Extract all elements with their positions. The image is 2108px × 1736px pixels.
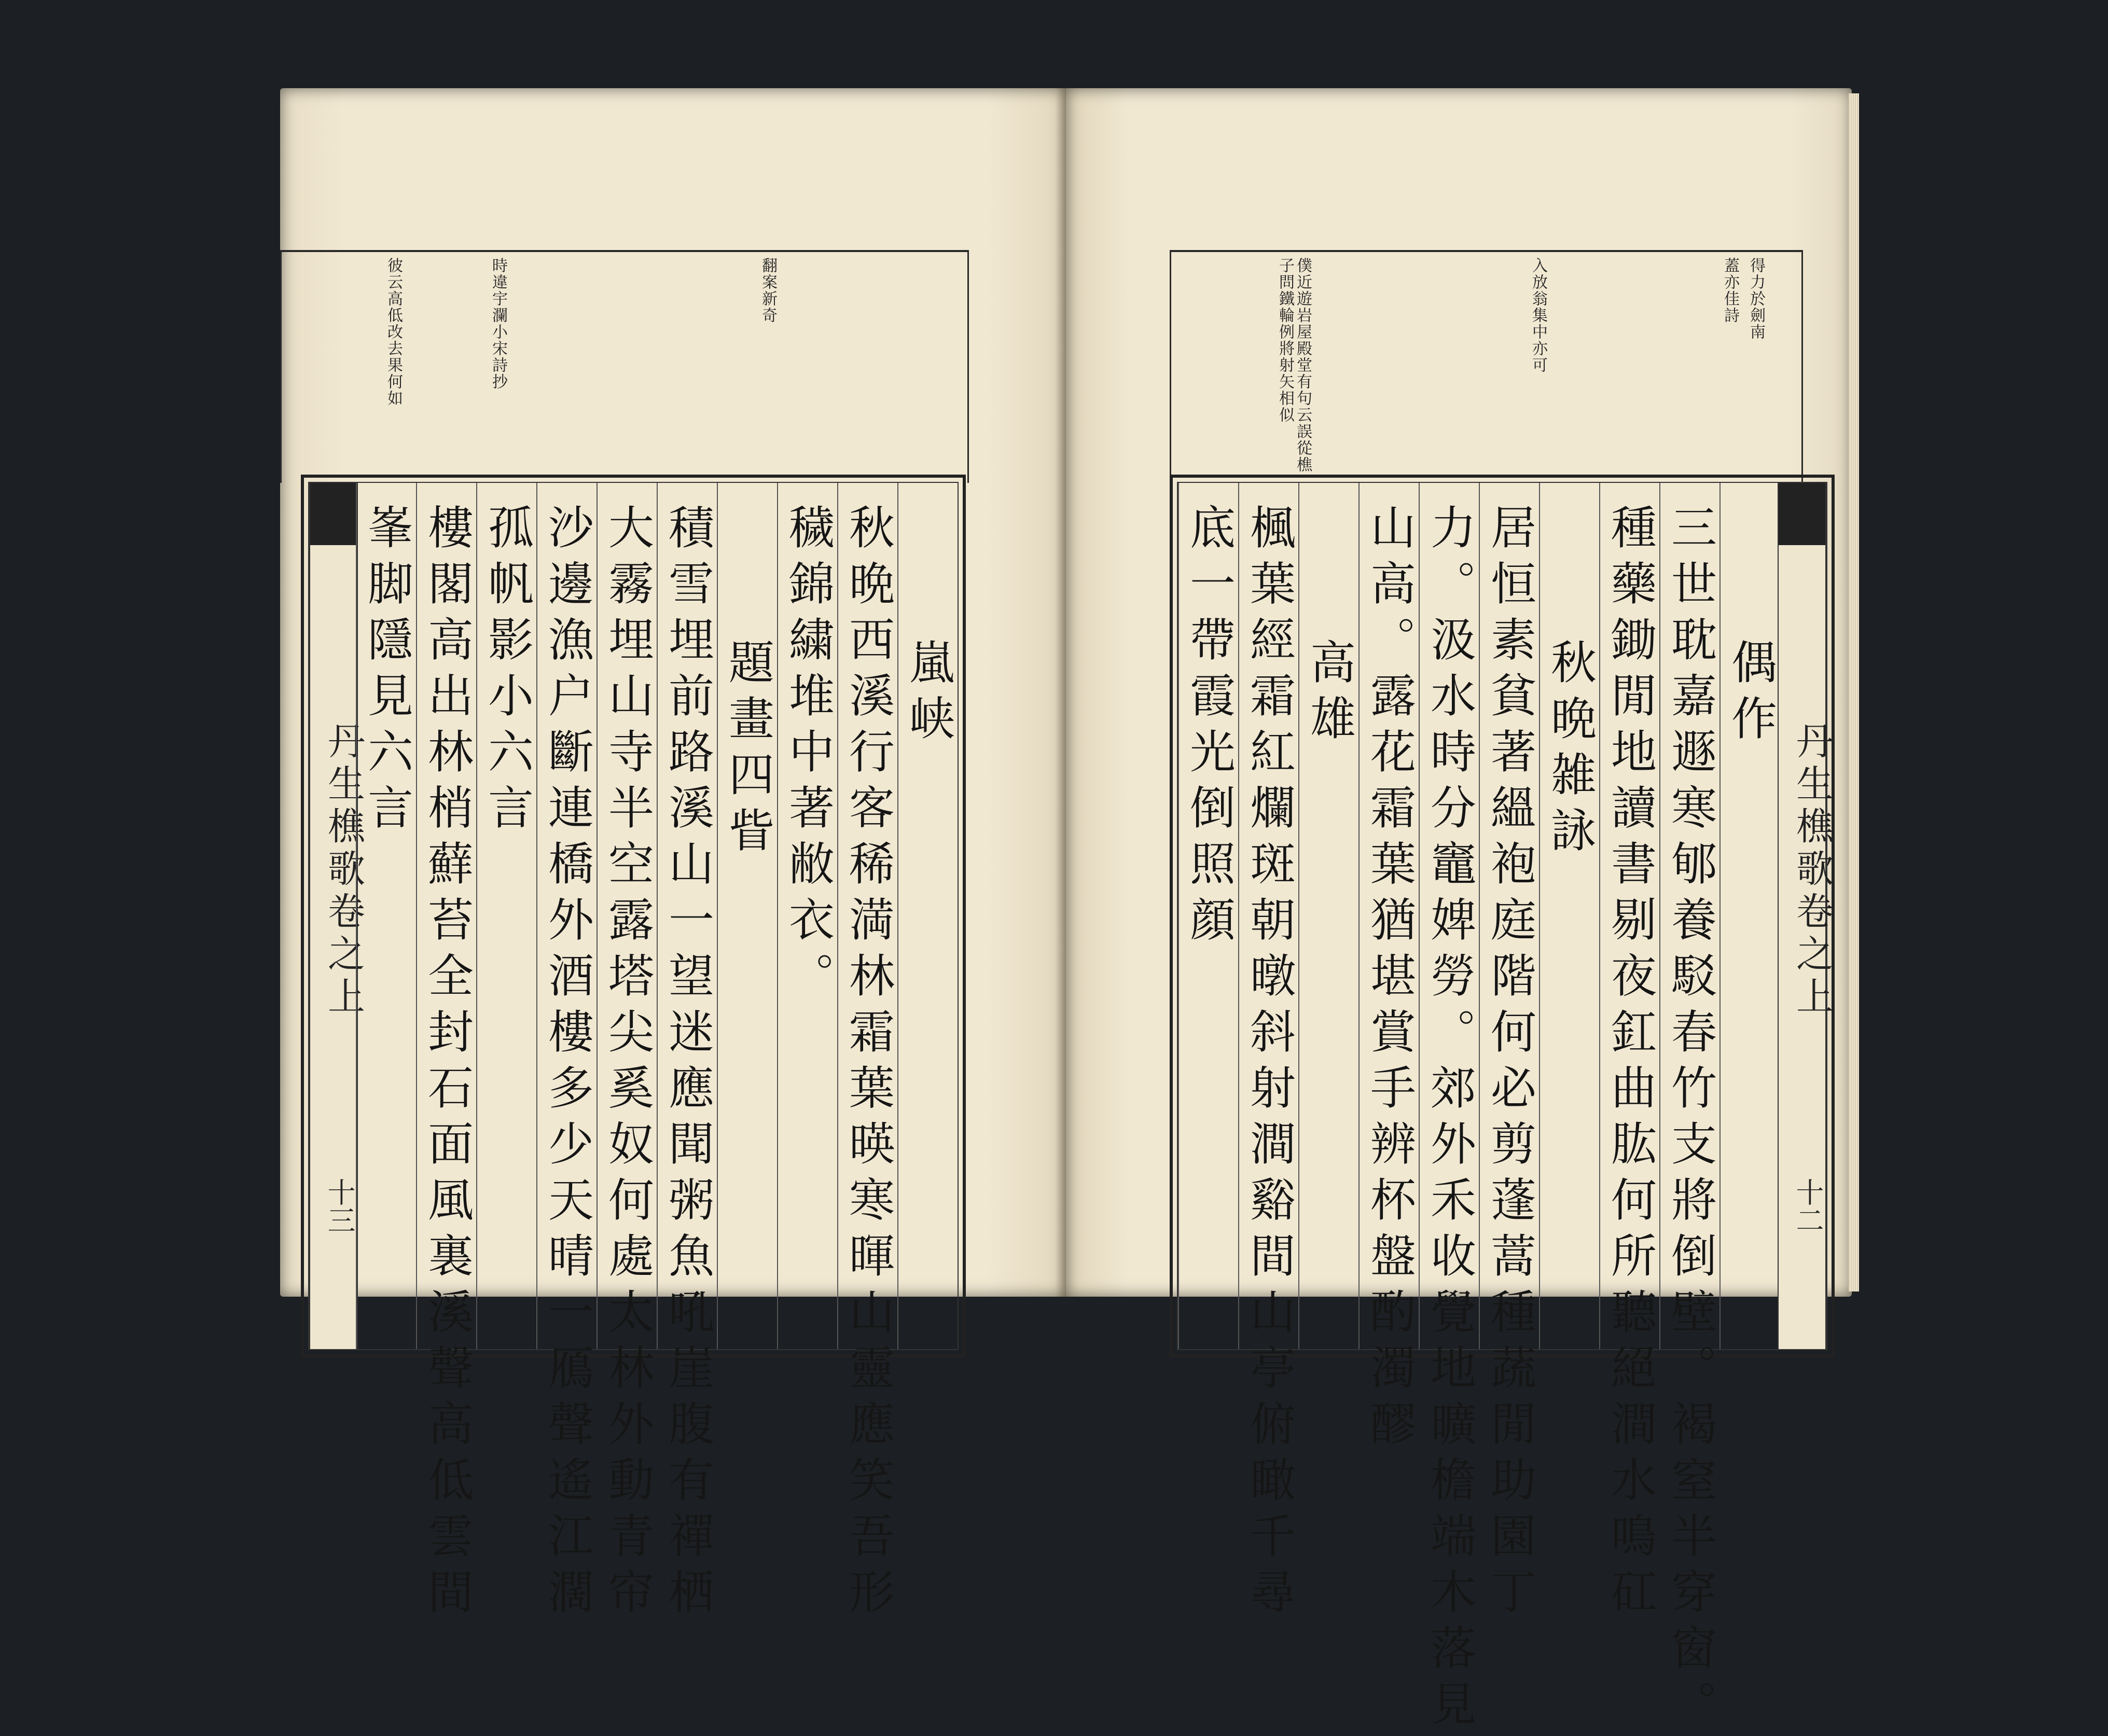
left-text-frame	[301, 475, 966, 1624]
right-column	[1238, 483, 1298, 1624]
right-columns	[1177, 482, 1834, 1736]
open-book	[280, 88, 1852, 1736]
left-note-1: 翻案新奇	[759, 257, 777, 324]
left-column-text: 孤帆影小六言	[481, 504, 534, 840]
right-text-frame	[1170, 475, 1835, 1736]
left-column-text: 嵐峡	[902, 638, 955, 751]
fish-tail-top-right	[1779, 483, 1825, 545]
right-column-text: 底一帶霞光倒照顔	[1183, 504, 1236, 952]
left-column-text: 大霧埋山寺半空露塔尖奚奴何處太林外動青帘	[601, 504, 655, 1624]
left-column-text: 沙邊漁户斷連橋外酒樓多少天晴一鴈聲遙江濶	[541, 504, 594, 1624]
right-note-1: 得力於劍南	[1747, 257, 1765, 340]
right-column	[1479, 483, 1539, 1624]
left-column	[416, 483, 476, 1624]
right-notes-band	[1170, 250, 1803, 483]
right-column-text: 山高。露花霜葉猶堪賞手辨杯盤酌濁醪	[1363, 504, 1417, 1456]
right-column	[1298, 483, 1358, 1349]
left-page	[280, 88, 1066, 1624]
right-page	[1066, 88, 1852, 1736]
left-column	[536, 483, 597, 1624]
left-column	[717, 483, 777, 1349]
left-spine	[309, 483, 365, 1349]
left-page-number: 十三	[323, 1178, 356, 1234]
right-column	[1178, 483, 1238, 1349]
right-column	[1358, 483, 1419, 1456]
right-column	[1539, 483, 1599, 1349]
left-columns	[308, 482, 959, 1624]
right-page-number: 十二	[1792, 1178, 1824, 1234]
left-column	[837, 483, 897, 1624]
page-edges	[1849, 93, 1859, 1291]
left-column	[597, 483, 657, 1624]
fish-tail-top	[310, 483, 357, 545]
right-column-text: 秋晩雑詠	[1544, 638, 1597, 863]
left-column	[356, 483, 416, 1349]
left-spine-label: 丹生樵歌卷之上	[322, 721, 365, 1019]
left-column-text: 樓閣高出林梢蘚苔全封石面風裏溪聲高低雲間	[421, 504, 474, 1624]
left-note-2: 時違宇瀾小宋詩抄	[489, 257, 507, 390]
right-column-text: 三世耽嘉遯寒郇養駁春竹支將倒壁。褐窒半穿窗。	[1664, 504, 1717, 1736]
right-column-text: 力。汲水時分竈婢勞。郊外禾收覺地曠檐端木落見	[1423, 504, 1477, 1736]
right-column	[1719, 483, 1780, 1349]
left-column-text: 峯脚隱見六言	[360, 504, 414, 840]
left-column-text: 題畫四眥	[722, 638, 775, 863]
right-column	[1659, 483, 1719, 1736]
left-column	[897, 483, 958, 1349]
right-column-text: 偶作	[1724, 638, 1778, 751]
right-column-text: 居恒素貧著縕袍庭階何必剪蓬蒿種蔬閒助園丁	[1483, 504, 1537, 1624]
right-note-4: 僕近遊岩屋殿堂有句云誤從樵子問鐵輪例將射矢相似	[1276, 257, 1312, 473]
right-column-text: 高雄	[1303, 638, 1356, 751]
left-notes-band	[280, 250, 969, 483]
right-column	[1599, 483, 1659, 1624]
right-column-text: 楓葉經霜紅爛斑朝暾斜射澗谿間山亭俯瞰千尋	[1243, 504, 1296, 1624]
left-note-3: 彼云高低改去果何如	[384, 257, 403, 407]
left-column-text: 穢錦繍堆中著敝衣。	[782, 504, 835, 1008]
left-column-text: 秋晩西溪行客稀満林霜葉暎寒暉山靈應笑吾形	[842, 504, 895, 1624]
left-column-text: 積雪埋前路溪山一望迷應聞粥魚吼崖腹有禪栖	[661, 504, 715, 1624]
left-column	[777, 483, 837, 1349]
left-column	[476, 483, 536, 1349]
right-spine	[1778, 483, 1834, 1349]
right-column	[1419, 483, 1479, 1736]
right-note-2: 蓋亦佳詩	[1721, 257, 1739, 324]
right-column-text: 種藥鋤閒地讀書剔夜釭曲肱何所聽絕澗水鳴矼	[1604, 504, 1657, 1624]
right-spine-label: 丹生樵歌卷之上	[1790, 721, 1834, 1019]
left-column	[657, 483, 717, 1624]
right-note-3: 入放翁集中亦可	[1529, 257, 1547, 373]
